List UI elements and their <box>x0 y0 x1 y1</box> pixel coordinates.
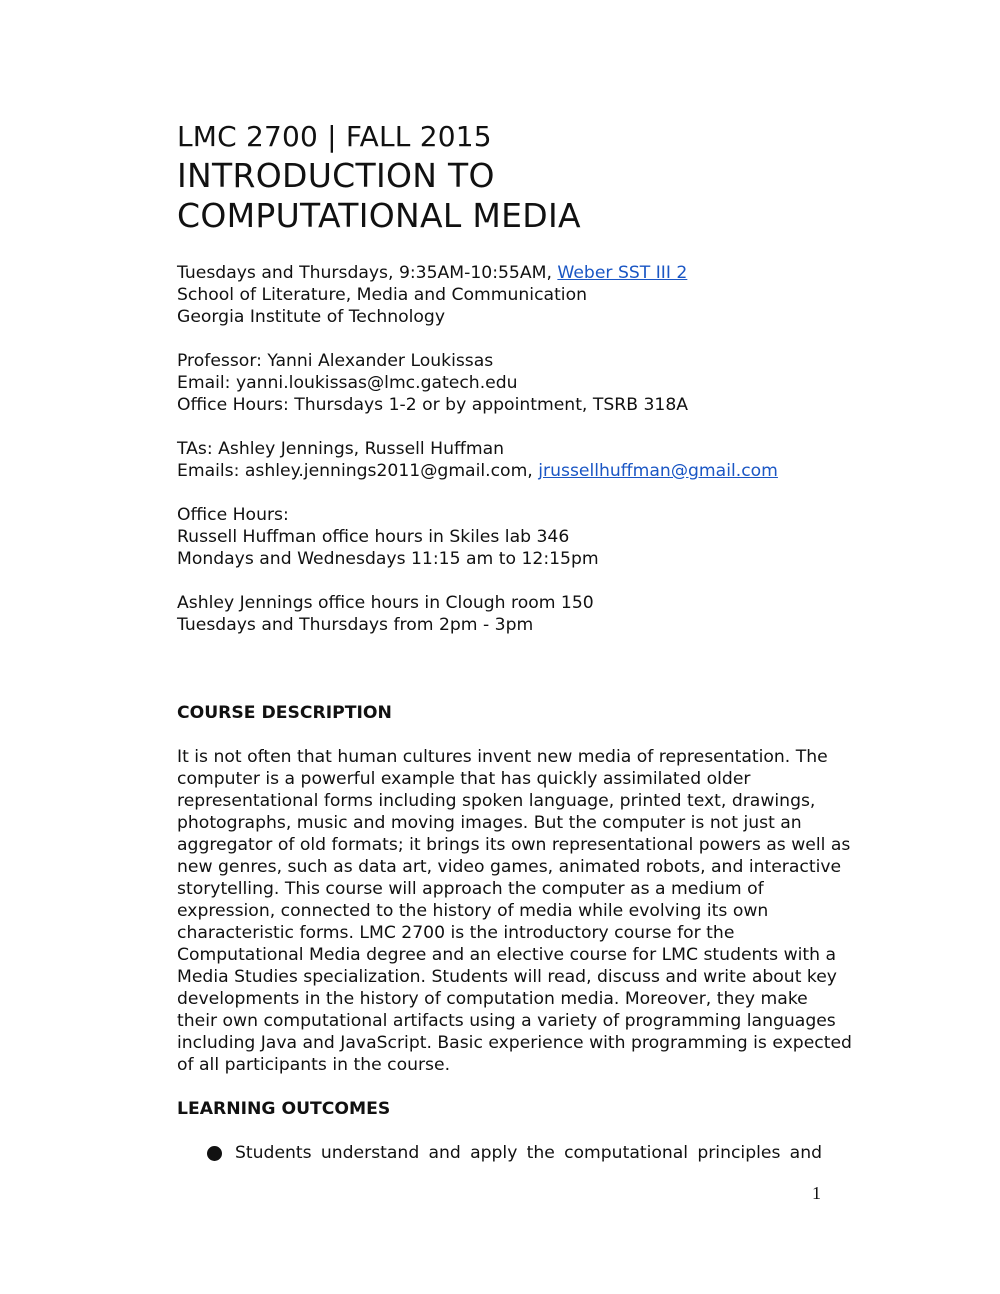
bullet-icon <box>207 1146 222 1161</box>
course-info <box>177 262 822 636</box>
institute-name: Georgia Institute of Technology <box>177 307 445 327</box>
ta-emails <box>177 460 822 482</box>
russell-office-location: Russell Huffman office hours in Skiles lab 346 <box>177 527 570 547</box>
description-line: photographs, music and moving images. But the computer is not just an <box>177 813 802 833</box>
course-title-line1: INTRODUCTION TO <box>177 156 495 195</box>
description-line: of all participants in the course. <box>177 1055 451 1075</box>
description-line: aggregator of old formats; it brings its own representational powers as well as <box>177 835 851 855</box>
description-line: It is not often that human cultures invent new media of representation. The <box>177 747 828 767</box>
schedule-line <box>177 262 822 284</box>
professor-office-hours: Office Hours: Thursdays 1-2 or by appointment, TSRB 318A <box>177 395 689 415</box>
outcome-text: Students understand and apply the computational principles and <box>235 1143 822 1163</box>
course-description-heading: COURSE DESCRIPTION <box>177 703 392 723</box>
description-line: including Java and JavaScript. Basic experience with programming is expected <box>177 1033 852 1053</box>
description-line: storytelling. This course will approach the computer as a medium of <box>177 879 764 899</box>
learning-outcomes-list <box>177 1142 822 1164</box>
description-line: representational forms including spoken language, printed text, drawings, <box>177 791 816 811</box>
syllabus-page <box>177 118 852 1164</box>
learning-outcomes-heading: LEARNING OUTCOMES <box>177 1099 391 1119</box>
description-line: Media Studies specialization. Students will read, discuss and write about key <box>177 967 837 987</box>
ta-email-link[interactable]: jrussellhuffman@gmail.com <box>538 461 778 481</box>
course-code: LMC 2700 | FALL 2015 <box>177 120 492 153</box>
description-line: computer is a powerful example that has quickly assimilated older <box>177 769 751 789</box>
location-link[interactable]: Weber SST III 2 <box>557 263 688 283</box>
description-line: Computational Media degree and an elective course for LMC students with a <box>177 945 837 965</box>
page-number: 1 <box>812 1183 821 1203</box>
description-line: expression, connected to the history of media while evolving its own <box>177 901 769 921</box>
description-line: new genres, such as data art, video games, animated robots, and interactive <box>177 857 842 877</box>
ta-emails-prefix: Emails: ashley.jennings2011@gmail.com, <box>177 461 539 481</box>
school-name: School of Literature, Media and Communication <box>177 285 587 305</box>
course-description-body <box>177 746 852 1076</box>
description-line: their own computational artifacts using a variety of programming languages <box>177 1011 836 1031</box>
professor-name: Professor: Yanni Alexander Loukissas <box>177 351 494 371</box>
professor-email: Email: yanni.loukissas@lmc.gatech.edu <box>177 373 518 393</box>
ta-names: TAs: Ashley Jennings, Russell Huffman <box>177 439 504 459</box>
schedule-time: Tuesdays and Thursdays, 9:35AM-10:55AM, <box>177 263 558 283</box>
ashley-office-time: Tuesdays and Thursdays from 2pm - 3pm <box>177 615 534 635</box>
ashley-office-location: Ashley Jennings office hours in Clough room 150 <box>177 593 594 613</box>
description-line: characteristic forms. LMC 2700 is the introductory course for the <box>177 923 735 943</box>
description-line: developments in the history of computation media. Moreover, they make <box>177 989 808 1009</box>
list-item <box>177 1142 822 1164</box>
russell-office-time: Mondays and Wednesdays 11:15 am to 12:15pm <box>177 549 599 569</box>
course-title-line2: COMPUTATIONAL MEDIA <box>177 196 581 235</box>
office-hours-heading: Office Hours: <box>177 505 289 525</box>
